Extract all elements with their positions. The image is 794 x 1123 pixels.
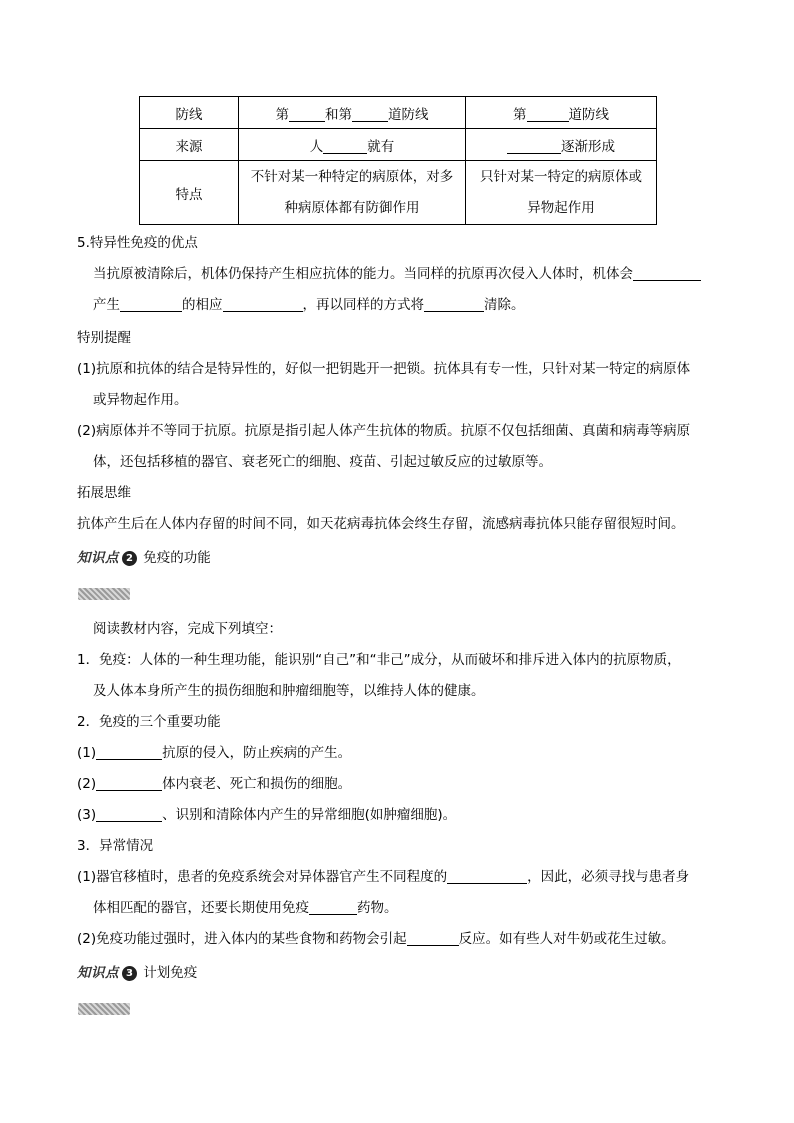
knowledge-point-heading [77, 546, 211, 566]
cell-text: 种病原体都有防御作用 [284, 199, 420, 216]
ext-text: 抗体产生后在人体内存留的时间不同，如天花病毒抗体会终生存留，流感病毒抗体只能存留很短时间。 [77, 516, 685, 532]
fill-blank[interactable] [633, 266, 701, 281]
ext-title: 拓展思维 [77, 485, 131, 501]
fill-blank[interactable] [507, 139, 561, 154]
knowledge-point-label: 知识点 [77, 550, 119, 566]
table-cell [466, 97, 657, 129]
cell-text: 第 [513, 106, 527, 123]
section-badge-icon [78, 1003, 130, 1015]
fill-blank[interactable] [96, 776, 162, 791]
fill-blank[interactable] [447, 869, 527, 884]
cell-text: 异物起作用 [527, 199, 595, 216]
abnormal-text: ，因此，必须寻找与患者身 [527, 869, 690, 885]
cell-text: 不针对某一种特定的病原体，对多 [250, 168, 454, 185]
fill-blank[interactable] [527, 107, 569, 122]
item-3-title: 3．异常情况 [77, 838, 154, 854]
number-badge-icon: 3 [122, 966, 137, 981]
paragraph-text: 产生 [93, 297, 120, 313]
cell-text: 只针对某一特定的病原体或 [480, 168, 642, 185]
tip-item-1-line-2: 或异物起作用。 [93, 392, 188, 408]
cell-text: 人 [309, 138, 324, 155]
cell-text: 第 [275, 106, 289, 123]
item-2-title: 2．免疫的三个重要功能 [77, 714, 221, 730]
cell-text: 道防线 [568, 106, 609, 123]
intro-text: 阅读教材内容，完成下列填空： [93, 621, 282, 637]
function-text: 体内衰老、死亡和损伤的细胞。 [162, 776, 352, 792]
fill-blank[interactable] [323, 139, 367, 154]
fill-blank[interactable] [407, 931, 459, 946]
table-cell [239, 161, 466, 225]
paragraph-text: 当抗原被清除后，机体仍保持产生相应抗体的能力。当同样的抗原再次侵入人体时，机体会 [93, 266, 633, 282]
table-header-defense: 防线 [140, 97, 239, 129]
fill-blank[interactable] [309, 900, 357, 915]
item-1-line-1: 1．免疫：人体的一种生理功能，能识别“自己”和“非己”成分，从而破坏和排斥进入体内的抗原物质， [77, 652, 681, 668]
table-cell [239, 97, 466, 129]
abnormal-text: (1)器官移植时，患者的免疫系统会对异体器官产生不同程度的 [77, 869, 448, 885]
section-title: 5.特异性免疫的优点 [77, 235, 198, 251]
fill-blank[interactable] [120, 297, 182, 312]
function-line [77, 803, 456, 823]
abnormal-text: 反应。如有些人对牛奶或花生过敏。 [458, 931, 675, 947]
knowledge-point-title: 免疫的功能 [143, 550, 211, 566]
tip-item-2-line-1: (2)病原体并不等同于抗原。抗原是指引起人体产生抗体的物质。抗原不仅包括细菌、真菌和病毒等病原 [77, 423, 691, 439]
cell-text: 就有 [367, 138, 395, 155]
abnormal-line [77, 865, 689, 885]
table-header-source: 来源 [140, 129, 239, 161]
knowledge-point-title: 计划免疫 [143, 965, 198, 981]
fill-blank[interactable] [96, 745, 162, 760]
knowledge-point-label: 知识点 [77, 965, 119, 981]
cell-text: 和第 [325, 106, 352, 123]
table-header-feature: 特点 [140, 161, 239, 225]
fill-blank[interactable] [352, 107, 388, 122]
knowledge-point-heading [77, 961, 197, 981]
defense-table [139, 96, 657, 225]
function-number: (1) [77, 745, 97, 761]
table-cell [239, 129, 466, 161]
abnormal-text: (2)免疫功能过强时，进入体内的某些食物和药物会引起 [77, 931, 407, 947]
cell-text: 道防线 [388, 106, 429, 123]
section-badge-icon [78, 588, 130, 600]
tip-item-2-line-2: 体，还包括移植的器官、衰老死亡的细胞、疫苗、引起过敏反应的过敏原等。 [93, 454, 552, 470]
item-1-line-2: 及人体本身所产生的损伤细胞和肿瘤细胞等，以维持人体的健康。 [93, 683, 485, 699]
paragraph-text: 的相应 [182, 297, 223, 313]
fill-blank[interactable] [289, 107, 325, 122]
function-text: 、识别和清除体内产生的异常细胞(如肿瘤细胞)。 [162, 807, 457, 823]
fill-blank[interactable] [96, 807, 162, 822]
cell-text: 逐渐形成 [561, 138, 615, 155]
abnormal-line [93, 896, 398, 916]
table-cell [466, 161, 657, 225]
function-number: (3) [77, 807, 97, 823]
paragraph-line [93, 262, 701, 282]
function-line [77, 741, 351, 761]
function-text: 抗原的侵入，防止疾病的产生。 [162, 745, 352, 761]
paragraph-line [93, 293, 525, 313]
fill-blank[interactable] [424, 297, 484, 312]
paragraph-text: ，再以同样的方式将 [302, 297, 424, 313]
tip-title: 特别提醒 [77, 330, 131, 346]
tip-item-1-line-1: (1)抗原和抗体的结合是特异性的，好似一把钥匙开一把锁。抗体具有专一性，只针对某一特定的病原体 [77, 361, 691, 377]
abnormal-line [77, 927, 675, 947]
paragraph-text: 清除。 [484, 297, 525, 313]
abnormal-text: 体相匹配的器官，还要长期使用免疫 [93, 900, 309, 916]
abnormal-text: 药物。 [357, 900, 398, 916]
number-badge-icon: 2 [122, 551, 137, 566]
function-line [77, 772, 351, 792]
function-number: (2) [77, 776, 97, 792]
table-cell [466, 129, 657, 161]
fill-blank[interactable] [223, 297, 303, 312]
